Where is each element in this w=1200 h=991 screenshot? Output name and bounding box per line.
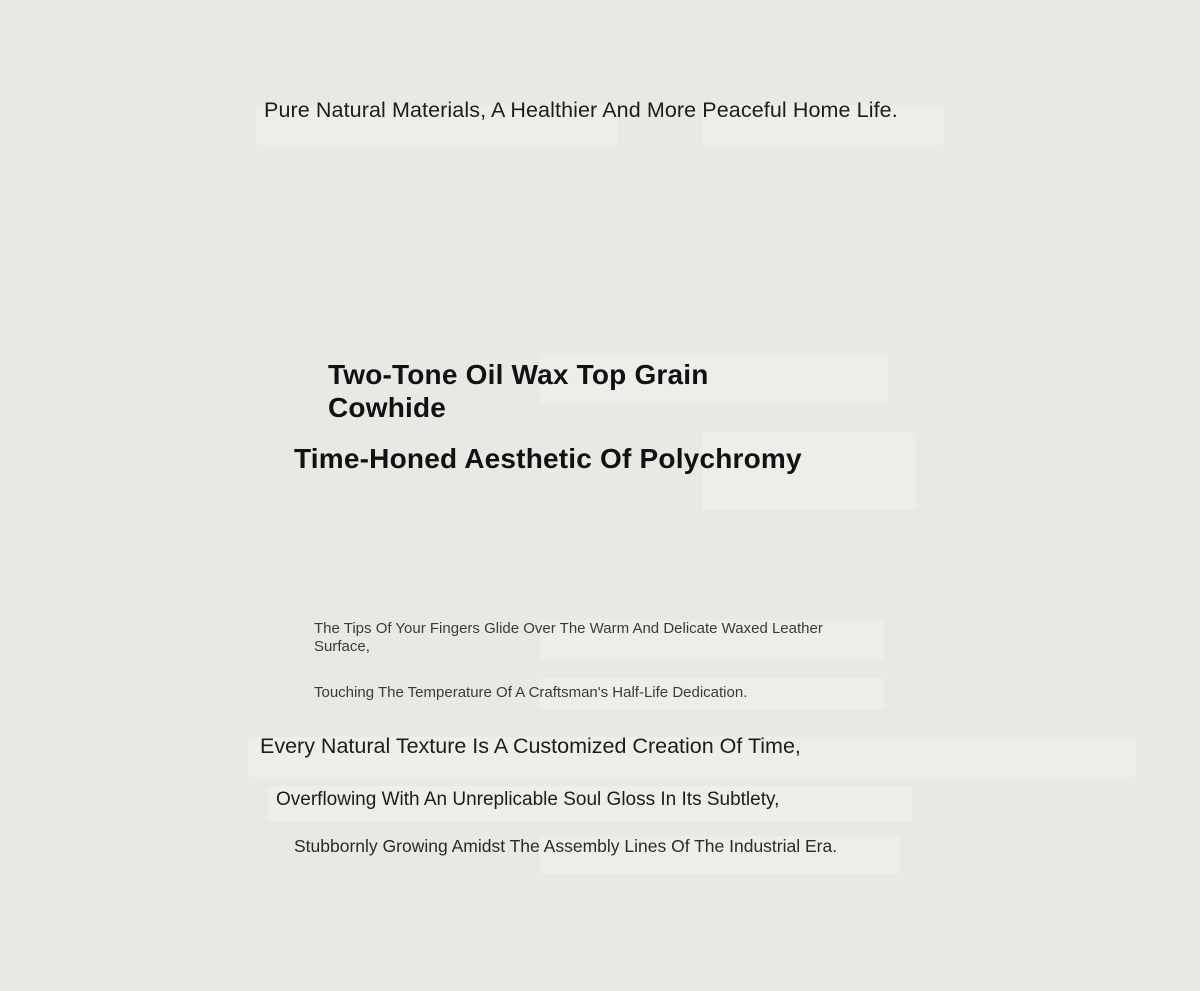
body-paragraph-4: Overflowing With An Unreplicable Soul Gloss In Its Subtlety,: [276, 789, 780, 810]
body-paragraph-1: The Tips Of Your Fingers Glide Over The Warm And Delicate Waxed Leather Surface,: [314, 620, 828, 655]
headline-secondary: Time-Honed Aesthetic Of Polychromy: [294, 443, 802, 474]
headline-primary: Two-Tone Oil Wax Top Grain Cowhide: [328, 359, 717, 424]
tagline: Pure Natural Materials, A Healthier And More Peaceful Home Life.: [264, 98, 898, 122]
body-paragraph-5: Stubbornly Growing Amidst The Assembly Lines Of The Industrial Era.: [294, 836, 838, 856]
body-paragraph-3: Every Natural Texture Is A Customized Creation Of Time,: [260, 734, 801, 758]
body-paragraph-2: Touching The Temperature Of A Craftsman's Half-Life Dedication.: [314, 684, 748, 701]
